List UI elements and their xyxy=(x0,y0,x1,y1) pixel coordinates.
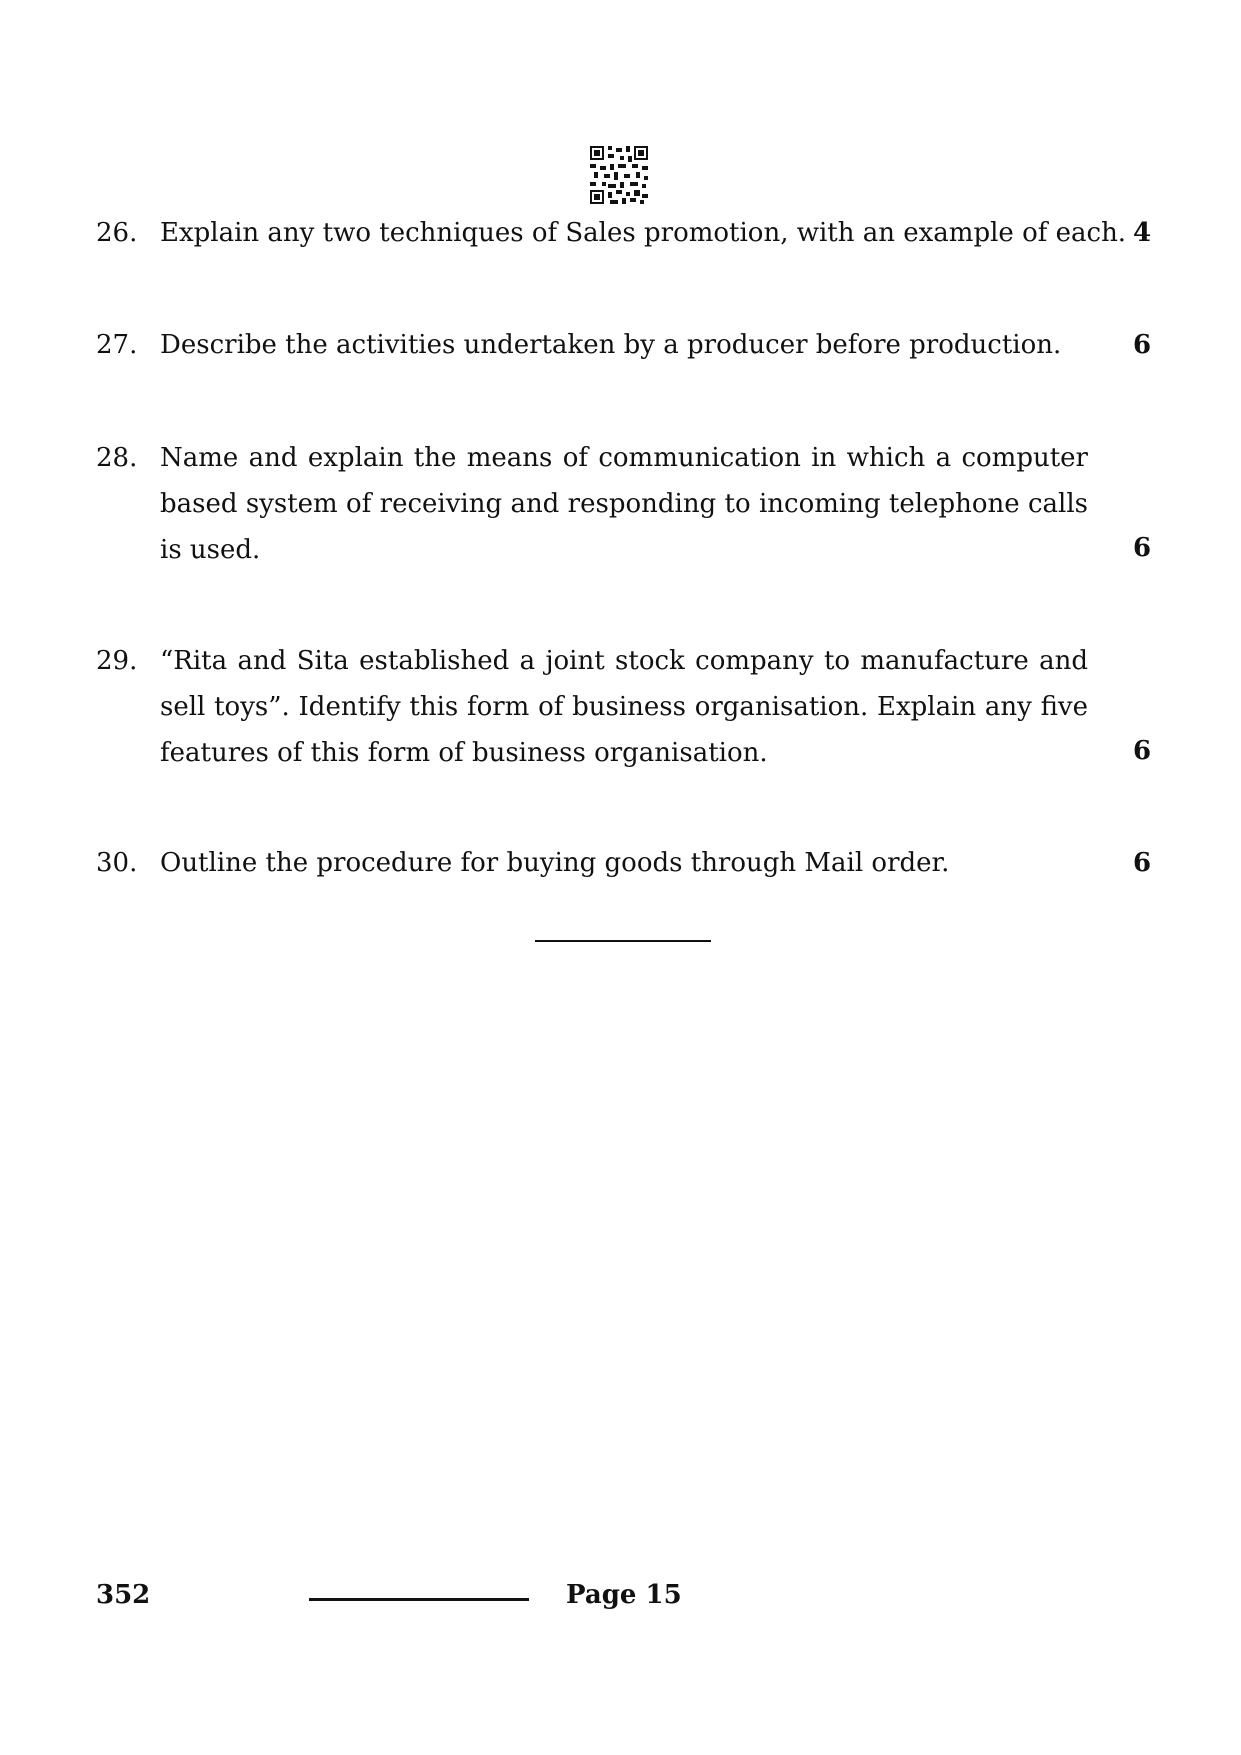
question-number: 27. xyxy=(96,330,138,360)
question-27 xyxy=(0,322,1241,360)
question-text: Name and explain the means of communication in which a computer based system of receiving and responding to incoming telephone calls is used. xyxy=(160,443,1088,565)
question-text: Explain any two techniques of Sales promotion, with an example of each. xyxy=(160,218,1127,248)
question-29 xyxy=(0,638,1241,768)
question-marks: 4 xyxy=(1132,218,1152,248)
footer-rule xyxy=(309,1598,529,1601)
question-marks: 6 xyxy=(1132,330,1152,360)
question-30 xyxy=(0,840,1241,878)
question-text: Describe the activities undertaken by a producer before production. xyxy=(160,330,1062,360)
question-marks: 6 xyxy=(1132,533,1152,563)
question-number: 30. xyxy=(96,848,138,878)
paper-code: 352 xyxy=(96,1580,151,1610)
question-number: 26. xyxy=(96,218,138,248)
question-number: 29. xyxy=(96,646,138,676)
question-26 xyxy=(0,210,1241,248)
question-text: Outline the procedure for buying goods through Mail order. xyxy=(160,848,950,878)
page-number: Page 15 xyxy=(566,1580,682,1610)
qr-code-icon xyxy=(590,146,648,204)
question-number: 28. xyxy=(96,443,138,473)
question-28 xyxy=(0,435,1241,565)
question-text: “Rita and Sita established a joint stock company to manufacture and sell toys”. Identify this form of business organisation. Explain any five features of this form of business organisation. xyxy=(160,646,1088,768)
end-of-section-rule xyxy=(535,940,711,942)
question-marks: 6 xyxy=(1132,736,1152,766)
question-marks: 6 xyxy=(1132,848,1152,878)
